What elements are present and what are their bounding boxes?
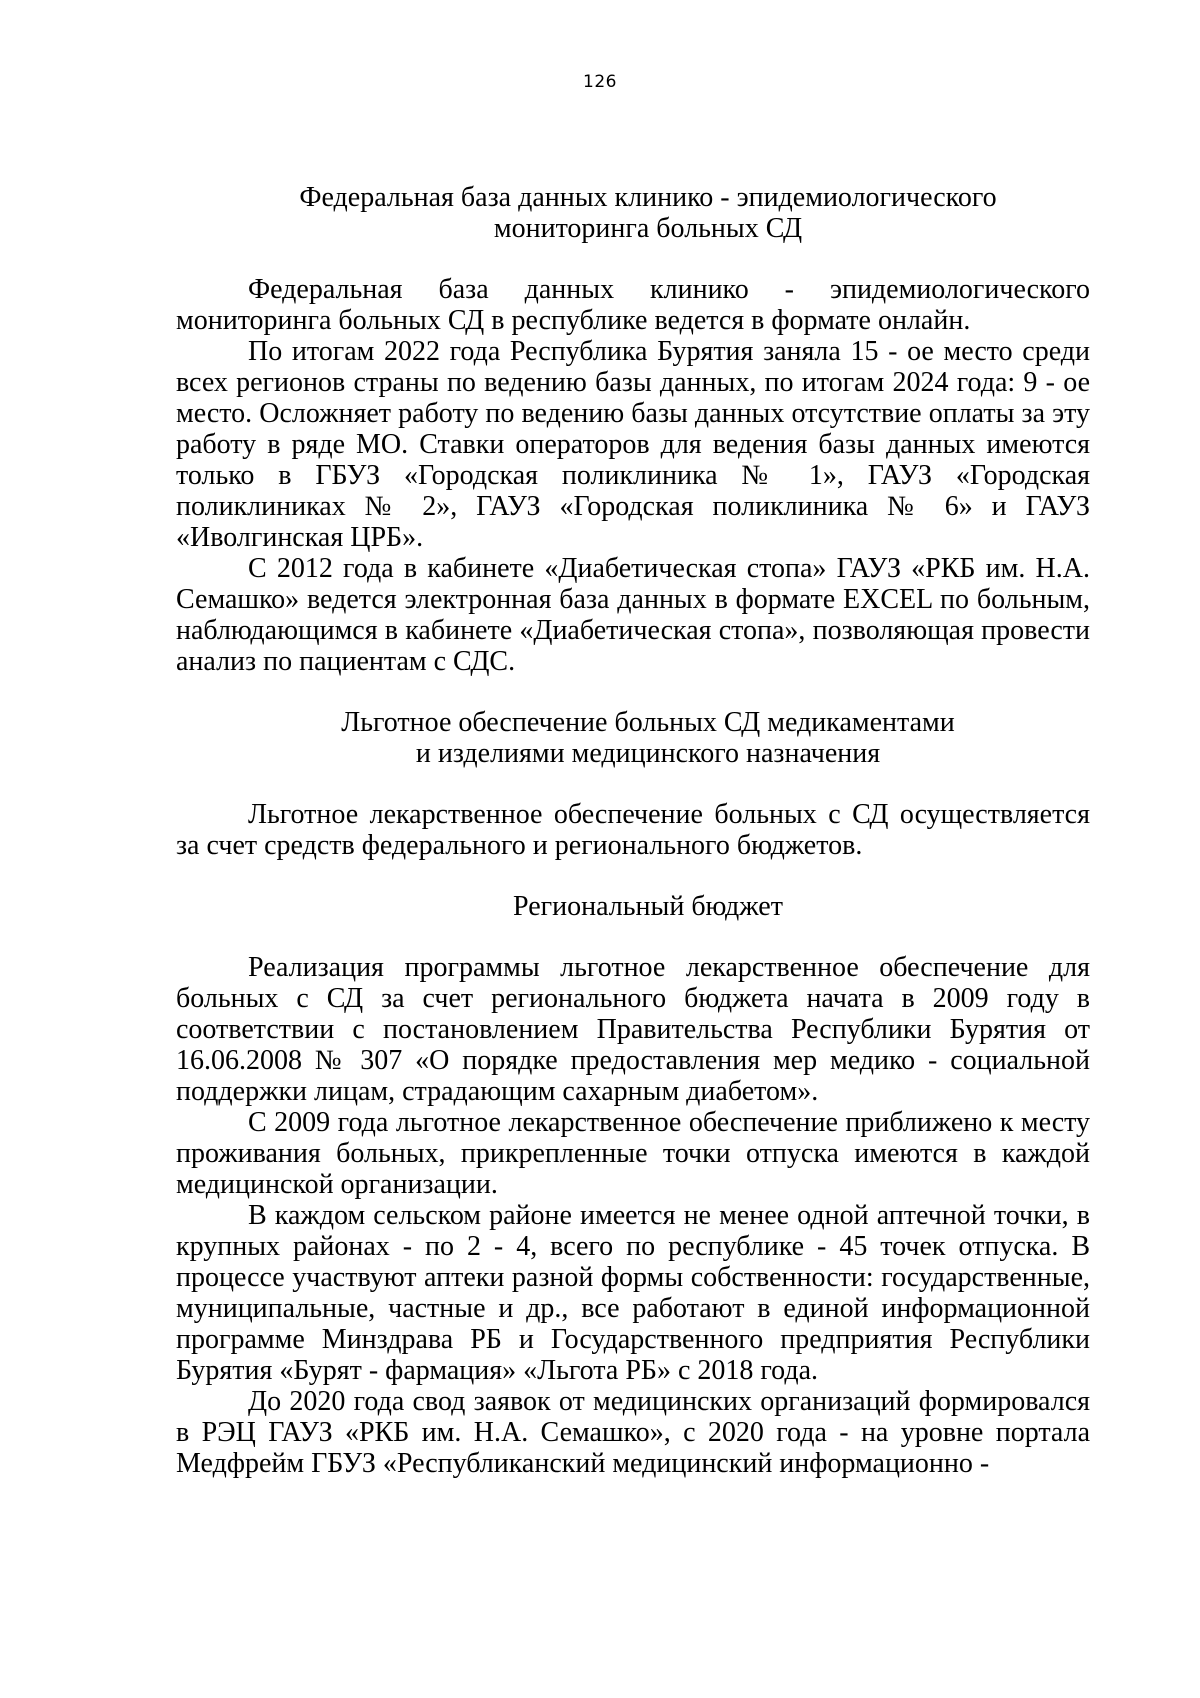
paragraph: Реализация программы льготное лекарственное обеспечение для больных с СД за счет регионального бюджета начата в 2009 году в соответствии с постановлением Правительства Республики Бурятия от 16.06.2008 № 307 «О порядке предоставления мер медико - социальной поддержки лицам, страдающим сахарным диабетом».: [176, 952, 1090, 1107]
paragraph: По итогам 2022 года Республика Бурятия заняла 15 - ое место среди всех регионов страны по ведению базы данных, по итогам 2024 года: 9 - ое место. Осложняет работу по ведению базы данных отсутствие оплаты за эту работу в ряде МО. Ставки операторов для ведения базы данных имеются только в ГБУЗ «Городская поликлиника № 1», ГАУЗ «Городская поликлиниках № 2», ГАУЗ «Городская поликлиника № 6» и ГАУЗ «Иволгинская ЦРБ».: [176, 336, 1090, 553]
section-heading-federal-database: [176, 182, 1090, 244]
document-body: [176, 182, 1090, 1479]
heading-line: Региональный бюджет: [513, 891, 783, 922]
heading-line: Льготное обеспечение больных СД медикаментами: [341, 707, 955, 738]
paragraph: С 2009 года льготное лекарственное обеспечение приближено к месту проживания больных, прикрепленные точки отпуска имеются в каждой медицинской организации.: [176, 1107, 1090, 1200]
heading-line: и изделиями медицинского назначения: [415, 738, 881, 769]
heading-line: мониторинга больных СД: [493, 213, 803, 244]
paragraph: До 2020 года свод заявок от медицинских организаций формировался в РЭЦ ГАУЗ «РКБ им. Н.А. Семашко», с 2020 года - на уровне портала Медфрейм ГБУЗ «Республиканский медицинский информационно -: [176, 1386, 1090, 1479]
paragraph: Федеральная база данных клинико - эпидемиологического мониторинга больных СД в республике ведется в формате онлайн.: [176, 274, 1090, 336]
paragraph: В каждом сельском районе имеется не менее одной аптечной точки, в крупных районах - по 2 - 4, всего по республике - 45 точек отпуска. В процессе участвуют аптеки разной формы собственности: государственные, муниципальные, частные и др., все работают в единой информационной программе Минздрава РБ и Государственного предприятия Республики Бурятия «Бурят - фармация» «Льгота РБ» с 2018 года.: [176, 1200, 1090, 1386]
heading-line: Федеральная база данных клинико - эпидемиологического: [299, 182, 997, 213]
section-heading-regional-budget: [176, 891, 1090, 922]
paragraph: Льготное лекарственное обеспечение больных с СД осуществляется за счет средств федерального и регионального бюджетов.: [176, 799, 1090, 861]
section-heading-preferential-provision: [176, 707, 1090, 769]
page-number: 126: [583, 72, 617, 92]
paragraph: С 2012 года в кабинете «Диабетическая стопа» ГАУЗ «РКБ им. Н.А. Семашко» ведется электронная база данных в формате EXCEL по больным, наблюдающимся в кабинете «Диабетическая стопа», позволяющая провести анализ по пациентам с СДС.: [176, 553, 1090, 677]
